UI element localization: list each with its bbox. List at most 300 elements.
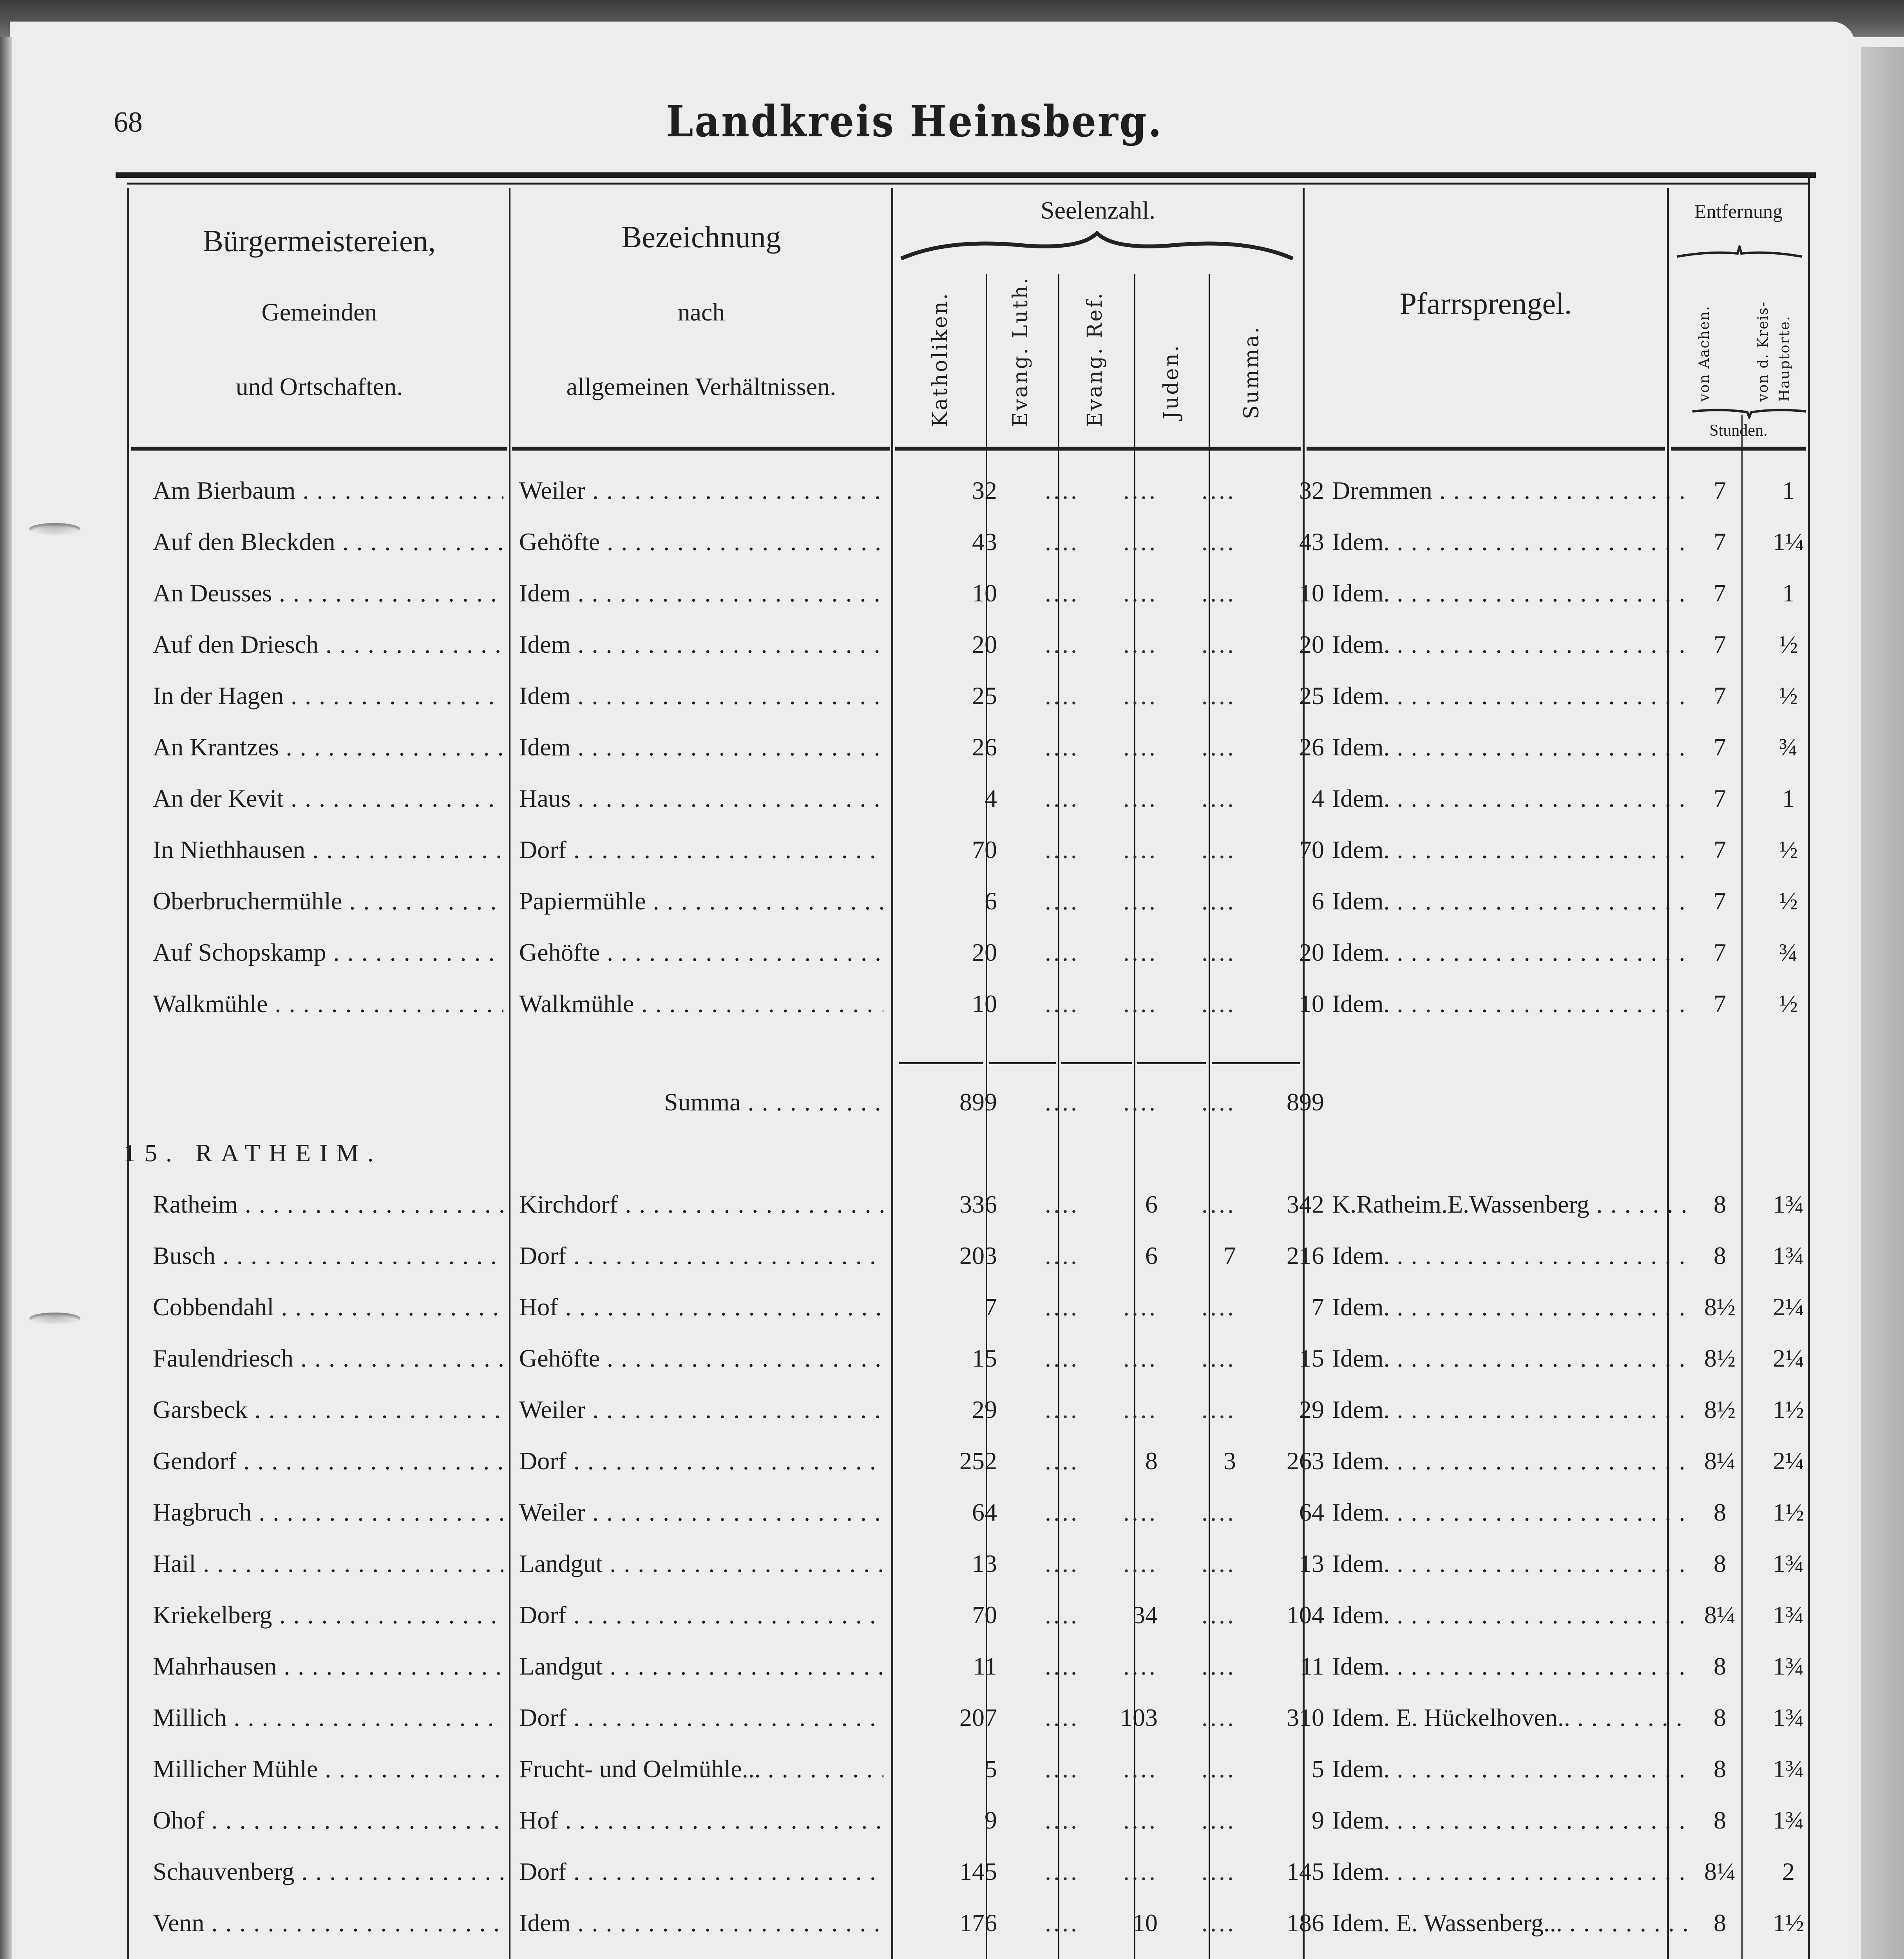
distance-aachen: 8: [1714, 1242, 1726, 1269]
count-katholiken: 4: [985, 784, 997, 812]
designation: Idem . . .: [519, 681, 883, 710]
count-summa: 186: [1287, 1909, 1324, 1937]
distance-aachen: 8: [1714, 1498, 1726, 1526]
count-evang-ref: ....: [1123, 476, 1158, 504]
designation: Idem . . .: [519, 630, 883, 659]
distance-aachen: 7: [1714, 887, 1726, 915]
distance-kreis: 1¼: [1773, 528, 1804, 556]
distance-kreis: ½: [1779, 990, 1798, 1018]
count-summa: 15: [1299, 1344, 1324, 1372]
table-row: [116, 1853, 1816, 1892]
count-evang-luth: ....: [1045, 1344, 1079, 1372]
header-gemeinden: Gemeinden: [261, 298, 377, 326]
count-evang-luth: ....: [1045, 887, 1079, 915]
distance-aachen: 7: [1714, 579, 1726, 607]
designation: Landgut . . .: [519, 1652, 883, 1681]
population-table: [116, 172, 1816, 1959]
distance-kreis: 1½: [1773, 1498, 1804, 1526]
designation: Idem . . .: [519, 1908, 883, 1937]
pfarrsprengel: Idem. . . .: [1332, 1344, 1690, 1373]
count-summa: 26: [1299, 733, 1324, 761]
count-juden: ....: [1202, 1498, 1236, 1526]
pfarrsprengel: K.Ratheim.E.Wassenberg . . .: [1332, 1190, 1690, 1219]
count-juden: ....: [1202, 733, 1236, 761]
distance-kreis: ¾: [1779, 733, 1798, 761]
count-summa: 25: [1299, 682, 1324, 710]
distance-kreis: 1¾: [1773, 1652, 1804, 1680]
summa-jud: ....: [1202, 1088, 1236, 1116]
count-juden: ....: [1202, 1601, 1236, 1629]
sum-rule: [989, 1062, 1056, 1064]
distance-aachen: 8: [1714, 1704, 1726, 1731]
distance-aachen: 8: [1714, 1806, 1726, 1834]
distance-aachen: 7: [1714, 836, 1726, 864]
designation: Weiler . . .: [519, 476, 883, 505]
distance-aachen: 7: [1714, 528, 1726, 556]
header-bottom-rule: [895, 447, 1301, 451]
place-name: Millich . . .: [153, 1703, 503, 1732]
distance-aachen: 7: [1714, 784, 1726, 812]
count-katholiken: 252: [959, 1447, 997, 1475]
count-juden: ....: [1202, 836, 1236, 864]
distance-aachen: 7: [1714, 938, 1726, 966]
designation: Haus . . .: [519, 784, 883, 813]
count-juden: ....: [1202, 528, 1236, 556]
distance-kreis: ½: [1779, 836, 1798, 864]
column-divider: [509, 188, 510, 1959]
sum-rule: [1061, 1062, 1132, 1064]
count-evang-ref: ....: [1123, 1652, 1158, 1680]
designation: Weiler . . .: [519, 1498, 883, 1527]
place-name: An der Kevit . . .: [153, 784, 503, 813]
count-juden: ....: [1202, 682, 1236, 710]
count-juden: ....: [1202, 1806, 1236, 1834]
distance-kreis: 1½: [1773, 1909, 1804, 1937]
designation: Hof . . .: [519, 1293, 883, 1322]
count-evang-luth: ....: [1045, 1550, 1079, 1577]
distance-kreis: 1¾: [1773, 1550, 1804, 1577]
count-evang-ref: ....: [1123, 1498, 1158, 1526]
count-evang-ref: ....: [1123, 630, 1158, 658]
table-row: [116, 1186, 1816, 1225]
distance-kreis: 1¾: [1773, 1704, 1804, 1731]
pfarrsprengel: Idem. . . .: [1332, 784, 1690, 813]
count-juden: ....: [1202, 1396, 1236, 1423]
place-name: In Niethhausen . . .: [153, 835, 503, 864]
count-summa: 43: [1299, 528, 1324, 556]
count-evang-luth: ....: [1045, 1190, 1079, 1218]
distance-aachen: 8½: [1704, 1396, 1736, 1423]
distance-aachen: 8½: [1704, 1344, 1736, 1372]
header-pfarrsprengel: Pfarrsprengel.: [1399, 286, 1572, 320]
count-summa: 216: [1287, 1242, 1324, 1269]
pfarrsprengel: Idem. . . .: [1332, 1652, 1690, 1681]
count-katholiken: 70: [972, 836, 997, 864]
count-evang-luth: ....: [1045, 1447, 1079, 1475]
place-name: Faulendriesch . . .: [153, 1344, 503, 1373]
place-name: An Deusses . . .: [153, 579, 503, 608]
distance-aachen: 8¼: [1704, 1447, 1736, 1475]
distance-aachen: 7: [1714, 630, 1726, 658]
table-row: [116, 472, 1816, 511]
count-summa: 7: [1312, 1293, 1324, 1321]
count-summa: 310: [1287, 1704, 1324, 1731]
distance-kreis: 2¼: [1773, 1344, 1804, 1372]
distance-aachen: 8: [1714, 1909, 1726, 1937]
count-juden: ....: [1202, 579, 1236, 607]
distance-aachen: 8¼: [1704, 1601, 1736, 1629]
header-bottom-rule: [512, 447, 890, 451]
designation: Dorf . . .: [519, 1857, 883, 1886]
count-katholiken: 145: [959, 1858, 997, 1885]
place-name: Gendorf . . .: [153, 1447, 503, 1476]
distance-aachen: 8¼: [1704, 1858, 1736, 1885]
count-juden: ....: [1202, 887, 1236, 915]
count-katholiken: 70: [972, 1601, 997, 1629]
section-title: 15. RATHEIM.: [123, 1139, 382, 1167]
pfarrsprengel: Idem. E. Wassenberg... . . .: [1332, 1908, 1690, 1937]
header-juden: Juden.: [1160, 344, 1183, 419]
count-evang-luth: ....: [1045, 1498, 1079, 1526]
count-katholiken: 20: [972, 630, 997, 658]
count-summa: 4: [1312, 784, 1324, 812]
pfarrsprengel: Idem. . . .: [1332, 681, 1690, 710]
count-summa: 145: [1287, 1858, 1324, 1885]
column-divider: [1667, 188, 1669, 1959]
table-row: [116, 1443, 1816, 1482]
column-divider: [1808, 172, 1810, 1959]
count-katholiken: 176: [959, 1909, 997, 1937]
count-evang-luth: ....: [1045, 836, 1079, 864]
header-bottom-rule: [1671, 447, 1806, 451]
count-evang-luth: ....: [1045, 1242, 1079, 1269]
pfarrsprengel: Idem. . . .: [1332, 835, 1690, 864]
count-evang-luth: ....: [1045, 1806, 1079, 1834]
table-row: [116, 1956, 1816, 1959]
count-evang-ref: ....: [1123, 1858, 1158, 1885]
distance-kreis: ¾: [1779, 938, 1798, 966]
count-juden: ....: [1202, 1652, 1236, 1680]
pfarrsprengel: Idem. . . .: [1332, 989, 1690, 1018]
distance-aachen: 8: [1714, 1652, 1726, 1680]
count-katholiken: 64: [972, 1498, 997, 1526]
distance-aachen: 8½: [1704, 1293, 1736, 1321]
count-evang-luth: ....: [1045, 476, 1079, 504]
count-summa: 263: [1287, 1447, 1324, 1475]
table-row: [116, 1237, 1816, 1276]
pfarrsprengel: Idem. E. Hückelhoven.. . . .: [1332, 1703, 1690, 1732]
count-evang-luth: ....: [1045, 1858, 1079, 1885]
count-katholiken: 11: [973, 1652, 997, 1680]
count-evang-ref: ....: [1123, 938, 1158, 966]
place-name: Ohof . . .: [153, 1806, 503, 1835]
distance-kreis: 2¼: [1773, 1447, 1804, 1475]
count-katholiken: 13: [972, 1550, 997, 1577]
column-divider: [127, 188, 129, 1959]
place-name: Am Bierbaum . . .: [153, 476, 503, 505]
count-katholiken: 336: [959, 1190, 997, 1218]
count-juden: ....: [1202, 938, 1236, 966]
designation: Walkmühle . . .: [519, 989, 883, 1018]
table-row: [116, 523, 1816, 563]
count-evang-ref: 103: [1120, 1704, 1158, 1731]
count-evang-luth: ....: [1045, 1652, 1079, 1680]
distance-kreis: 1¾: [1773, 1755, 1804, 1783]
count-evang-luth: ....: [1045, 682, 1079, 710]
count-evang-luth: ....: [1045, 990, 1079, 1018]
count-katholiken: 20: [972, 938, 997, 966]
count-katholiken: 29: [972, 1396, 997, 1423]
place-name: Hagbruch . . .: [153, 1498, 503, 1527]
designation: Weiler . . .: [519, 1395, 883, 1424]
count-katholiken: 15: [972, 1344, 997, 1372]
count-juden: 3: [1223, 1447, 1236, 1475]
designation: Dorf . . .: [519, 835, 883, 864]
header-verhaeltnissen: allgemeinen Verhältnissen.: [566, 373, 836, 400]
place-name: Busch . . .: [153, 1241, 503, 1270]
place-name: Schauvenberg . . .: [153, 1857, 503, 1886]
header-von-kreis: von d. Kreis-: [1755, 301, 1771, 402]
table-row: [116, 1391, 1816, 1430]
count-juden: ....: [1202, 1190, 1236, 1218]
count-evang-ref: 6: [1145, 1190, 1158, 1218]
count-juden: ....: [1202, 1293, 1236, 1321]
table-row: [116, 1802, 1816, 1841]
pfarrsprengel: Idem. . . .: [1332, 1447, 1690, 1476]
header-summa: Summa.: [1240, 325, 1263, 419]
brace-icon: [1690, 407, 1808, 419]
count-evang-ref: 8: [1145, 1447, 1158, 1475]
count-katholiken: 10: [972, 990, 997, 1018]
place-name: Kriekelberg . . .: [153, 1601, 503, 1629]
count-evang-ref: ....: [1123, 836, 1158, 864]
sum-rule: [1212, 1062, 1300, 1064]
designation: Idem . . .: [519, 579, 883, 608]
count-katholiken: 10: [972, 579, 997, 607]
count-evang-ref: ....: [1123, 887, 1158, 915]
count-evang-ref: ....: [1123, 579, 1158, 607]
count-katholiken: 25: [972, 682, 997, 710]
place-name: Venn . . .: [153, 1908, 503, 1937]
designation: Landgut . . .: [519, 1549, 883, 1578]
summa-row: [116, 1084, 1816, 1123]
count-summa: 342: [1287, 1190, 1324, 1218]
count-katholiken: 7: [985, 1293, 997, 1321]
count-evang-luth: ....: [1045, 784, 1079, 812]
table-row: [116, 1597, 1816, 1636]
designation: Hof . . .: [519, 1806, 883, 1835]
count-summa: 6: [1312, 887, 1324, 915]
pfarrsprengel: Idem. . . .: [1332, 1754, 1690, 1783]
distance-kreis: 1¾: [1773, 1806, 1804, 1834]
count-juden: ....: [1202, 1344, 1236, 1372]
table-row: [116, 1751, 1816, 1790]
table-row: [116, 934, 1816, 973]
summa-ref: ....: [1123, 1088, 1158, 1116]
count-juden: ....: [1202, 1909, 1236, 1937]
count-evang-luth: ....: [1045, 733, 1079, 761]
table-row: [116, 780, 1816, 819]
header-katholiken: Katholiken.: [928, 291, 952, 427]
count-summa: 29: [1299, 1396, 1324, 1423]
header-buergermeistereien: Bürgermeistereien,: [203, 224, 436, 258]
summa-label: Summa . . .: [664, 1088, 881, 1117]
count-summa: 32: [1299, 476, 1324, 504]
table-row: [116, 831, 1816, 871]
count-evang-luth: ....: [1045, 1601, 1079, 1629]
count-katholiken: 43: [972, 528, 997, 556]
pfarrsprengel: Idem. . . .: [1332, 527, 1690, 556]
header-hauptorte: Hauptorte.: [1777, 315, 1793, 402]
designation: Gehöfte . . .: [519, 527, 883, 556]
place-name: Cobbendahl . . .: [153, 1293, 503, 1322]
summa-kath: 899: [959, 1088, 997, 1116]
place-name: Hail . . .: [153, 1549, 503, 1578]
table-row: [116, 677, 1816, 717]
count-evang-ref: ....: [1123, 682, 1158, 710]
section-row: [116, 1135, 1816, 1174]
table-row: [116, 1905, 1816, 1944]
header-stunden: Stunden.: [1709, 422, 1768, 440]
pfarrsprengel: Idem. . . .: [1332, 1241, 1690, 1270]
page-binding-edge: [0, 37, 12, 1959]
place-name: Mahrhausen . . .: [153, 1652, 503, 1681]
pfarrsprengel: Idem. . . .: [1332, 1601, 1690, 1629]
count-evang-luth: ....: [1045, 528, 1079, 556]
count-summa: 70: [1299, 836, 1324, 864]
count-katholiken: 26: [972, 733, 997, 761]
sum-rule: [1137, 1062, 1206, 1064]
header-bottom-rule: [1307, 447, 1665, 451]
header-ortschaften: und Ortschaften.: [235, 373, 403, 400]
pfarrsprengel: Idem. . . .: [1332, 938, 1690, 967]
pfarrsprengel: Idem. . . .: [1332, 1395, 1690, 1424]
count-summa: 13: [1299, 1550, 1324, 1577]
table-row: [116, 729, 1816, 768]
header-evang-ref: Evang. Ref.: [1083, 291, 1107, 427]
count-evang-ref: ....: [1123, 528, 1158, 556]
pfarrsprengel: Idem. . . .: [1332, 1549, 1690, 1578]
place-name: Ratheim . . .: [153, 1190, 503, 1219]
pfarrsprengel: Dremmen . . .: [1332, 476, 1690, 505]
place-name: Garsbeck . . .: [153, 1395, 503, 1424]
count-evang-ref: ....: [1123, 990, 1158, 1018]
place-name: An Krantzes . . .: [153, 733, 503, 762]
designation: Gehöfte . . .: [519, 1344, 883, 1373]
count-juden: ....: [1202, 990, 1236, 1018]
pfarrsprengel: Idem. . . .: [1332, 630, 1690, 659]
header-seelenzahl: Seelenzahl.: [1040, 196, 1156, 224]
pfarrsprengel: Idem. . . .: [1332, 1806, 1690, 1835]
summa-sum: 899: [1287, 1088, 1324, 1116]
table-row: [116, 1494, 1816, 1533]
pfarrsprengel: Idem. . . .: [1332, 579, 1690, 608]
punch-hole-icon: [29, 1313, 80, 1324]
table-row: [116, 1699, 1816, 1738]
pfarrsprengel: Idem. . . .: [1332, 733, 1690, 762]
designation: Dorf . . .: [519, 1601, 883, 1629]
count-katholiken: 5: [985, 1755, 997, 1783]
column-divider: [1303, 188, 1305, 1959]
place-name: Auf Schopskamp . . .: [153, 938, 503, 967]
count-katholiken: 207: [959, 1704, 997, 1731]
distance-kreis: ½: [1779, 682, 1798, 710]
count-katholiken: 9: [985, 1806, 997, 1834]
count-summa: 20: [1299, 630, 1324, 658]
count-evang-luth: ....: [1045, 630, 1079, 658]
place-name: Walkmühle . . .: [153, 989, 503, 1018]
count-evang-ref: ....: [1123, 1396, 1158, 1423]
place-name: Millicher Mühle . . .: [153, 1754, 503, 1783]
designation: Gehöfte . . .: [519, 938, 883, 967]
place-name: In der Hagen . . .: [153, 681, 503, 710]
page-right-edge: [1861, 47, 1904, 1959]
designation: Papiermühle . . .: [519, 887, 883, 916]
distance-kreis: 1: [1782, 476, 1795, 504]
count-summa: 10: [1299, 990, 1324, 1018]
distance-aachen: 8: [1714, 1755, 1726, 1783]
count-juden: ....: [1202, 784, 1236, 812]
count-katholiken: 6: [985, 887, 997, 915]
count-summa: 20: [1299, 938, 1324, 966]
distance-kreis: 1¾: [1773, 1190, 1804, 1218]
count-summa: 10: [1299, 579, 1324, 607]
count-evang-ref: 34: [1133, 1601, 1158, 1629]
count-juden: ....: [1202, 630, 1236, 658]
pfarrsprengel: Idem. . . .: [1332, 1498, 1690, 1527]
count-summa: 104: [1287, 1601, 1324, 1629]
table-top-rule: [116, 172, 1816, 178]
count-juden: ....: [1202, 1550, 1236, 1577]
brace-icon: [899, 231, 1295, 263]
table-row: [116, 883, 1816, 922]
distance-kreis: 2¼: [1773, 1293, 1804, 1321]
summa-luth: ....: [1045, 1088, 1079, 1116]
count-summa: 5: [1312, 1755, 1324, 1783]
distance-kreis: 1: [1782, 579, 1795, 607]
table-row: [116, 1289, 1816, 1328]
distance-aachen: 7: [1714, 990, 1726, 1018]
count-summa: 9: [1312, 1806, 1324, 1834]
count-katholiken: 32: [972, 476, 997, 504]
count-evang-ref: 10: [1133, 1909, 1158, 1937]
punch-hole-icon: [29, 523, 80, 535]
column-divider: [891, 188, 893, 1959]
count-evang-luth: ....: [1045, 1704, 1079, 1731]
count-juden: ....: [1202, 476, 1236, 504]
pfarrsprengel: Idem. . . .: [1332, 887, 1690, 916]
distance-aachen: 7: [1714, 682, 1726, 710]
count-evang-ref: ....: [1123, 784, 1158, 812]
header-bottom-rule: [131, 447, 507, 451]
designation: Dorf . . .: [519, 1703, 883, 1732]
distance-kreis: 1¾: [1773, 1601, 1804, 1629]
brace-icon: [1675, 245, 1804, 261]
designation: Kirchdorf . . .: [519, 1190, 883, 1219]
count-evang-ref: ....: [1123, 733, 1158, 761]
table-row: [116, 1545, 1816, 1584]
count-juden: 7: [1223, 1242, 1236, 1269]
header-nach: nach: [677, 298, 725, 326]
page-number: 68: [114, 106, 143, 138]
designation: Dorf . . .: [519, 1241, 883, 1270]
distance-kreis: 1: [1782, 784, 1795, 812]
designation: Frucht- und Oelmühle... . . .: [519, 1754, 883, 1783]
table-row: [116, 1648, 1816, 1687]
distance-kreis: 2: [1782, 1858, 1795, 1885]
distance-aachen: 8: [1714, 1190, 1726, 1218]
count-summa: 64: [1299, 1498, 1324, 1526]
